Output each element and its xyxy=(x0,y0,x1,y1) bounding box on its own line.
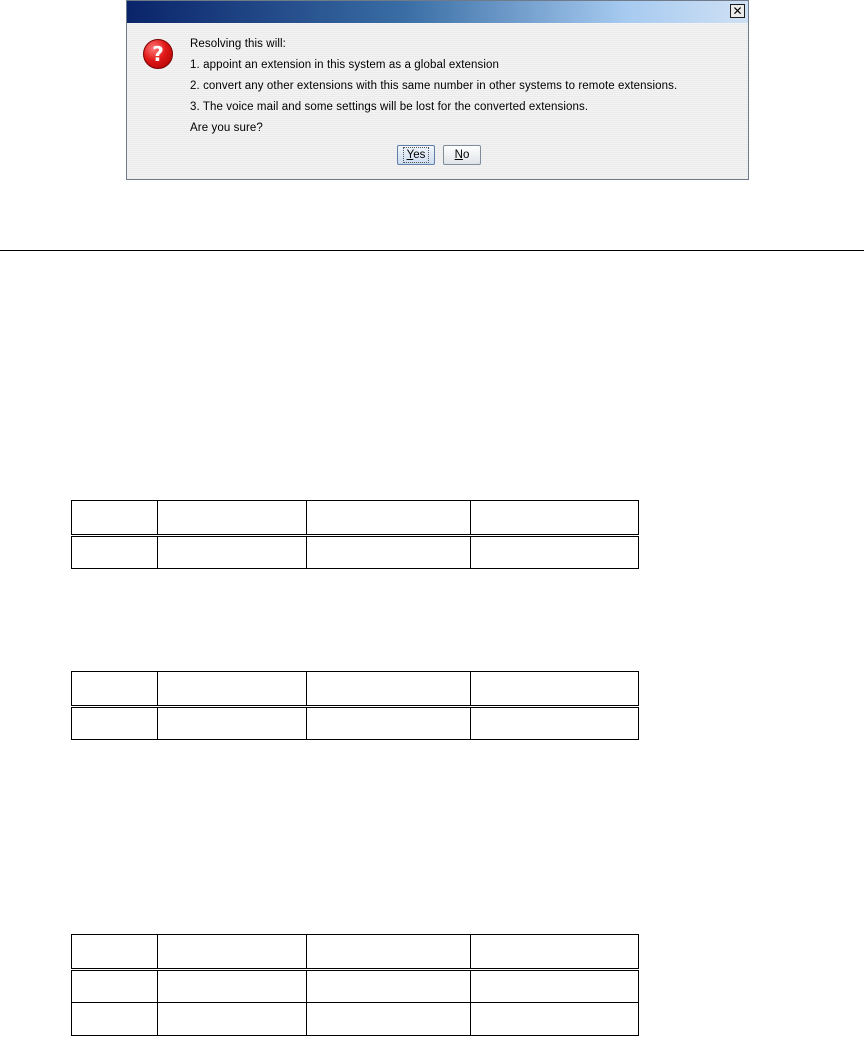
table-header-row xyxy=(72,935,639,970)
yes-button[interactable] xyxy=(397,145,435,165)
horizontal-divider xyxy=(0,250,864,251)
table-cell xyxy=(471,672,639,707)
table-cell xyxy=(307,935,471,970)
dialog-titlebar[interactable] xyxy=(127,1,748,23)
table-cell xyxy=(307,672,471,707)
table-cell xyxy=(158,672,307,707)
table-cell xyxy=(158,707,307,740)
table-cell xyxy=(471,1003,639,1036)
message-line: Are you sure? xyxy=(190,122,263,134)
table-cell xyxy=(307,707,471,740)
table-cell xyxy=(471,707,639,740)
no-label-rest: o xyxy=(462,149,470,161)
table-cell xyxy=(72,970,158,1003)
table-cell xyxy=(72,501,158,536)
table-1 xyxy=(71,500,639,569)
table-row xyxy=(72,536,639,569)
table-3 xyxy=(71,934,639,1036)
table-cell xyxy=(307,501,471,536)
message-line: 3. The voice mail and some settings will be lost for the converted extensions. xyxy=(190,101,589,113)
table-cell xyxy=(72,536,158,569)
table-cell xyxy=(72,1003,158,1036)
no-button[interactable] xyxy=(443,145,481,165)
table-cell xyxy=(307,1003,471,1036)
close-icon[interactable]: ✕ xyxy=(730,4,745,18)
table-row xyxy=(72,707,639,740)
yes-mnemonic: Y xyxy=(406,149,414,161)
table-cell xyxy=(471,970,639,1003)
table-cell xyxy=(307,970,471,1003)
question-icon: ? xyxy=(143,39,173,69)
no-mnemonic: N xyxy=(454,149,463,161)
message-line: Resolving this will: xyxy=(190,38,286,50)
table-cell xyxy=(471,501,639,536)
table-cell xyxy=(158,1003,307,1036)
yes-label-rest: es xyxy=(413,149,426,161)
table-cell xyxy=(72,672,158,707)
table-cell xyxy=(158,536,307,569)
table-cell xyxy=(158,970,307,1003)
table-cell xyxy=(307,536,471,569)
table-row xyxy=(72,1003,639,1036)
message-line: 1. appoint an extension in this system as a global extension xyxy=(190,59,500,71)
table-cell xyxy=(471,536,639,569)
table-cell xyxy=(158,501,307,536)
table-header-row xyxy=(72,501,639,536)
confirm-dialog xyxy=(126,0,749,180)
table-cell xyxy=(471,935,639,970)
table-cell xyxy=(72,707,158,740)
dialog-message xyxy=(190,34,677,139)
message-line: 2. convert any other extensions with this same number in other systems to remote extensions. xyxy=(190,80,678,92)
table-cell xyxy=(72,935,158,970)
table-cell xyxy=(158,935,307,970)
table-2 xyxy=(71,671,639,740)
table-row xyxy=(72,970,639,1003)
table-header-row xyxy=(72,672,639,707)
